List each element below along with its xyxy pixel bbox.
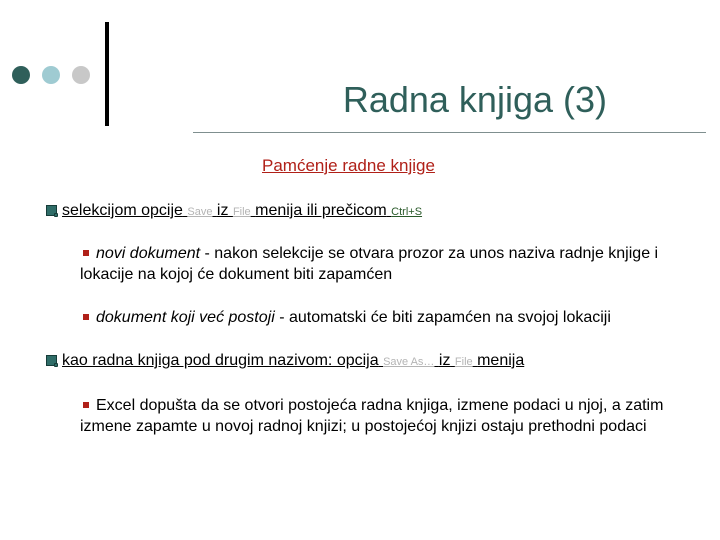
decor-dot-gray [72,66,90,84]
bullet-save-as-text-c: menija [477,352,525,369]
bullet-save [46,201,422,222]
save-option: Save [187,206,213,218]
title-divider [193,132,706,133]
bullet-save-as-text-a: kao radna knjiga pod drugim nazivom: opcija [62,352,379,369]
bullet-save-text-c: menija ili prečicom [255,202,387,219]
term-new-document: novi dokument [96,245,201,262]
sub-bullet-excel-allows [80,395,695,437]
sub-bullet-existing-document [80,307,695,328]
shortcut-ctrl-s: Ctrl+S [391,206,423,218]
file-menu: File [454,356,473,368]
bullet-save-as-text-b: iz [438,352,451,369]
save-as-option: Save As… [383,356,435,368]
decor-dot-dark [12,66,30,84]
bullet-marker-icon [46,205,57,216]
decor-dot-light-blue [42,66,60,84]
bullet-marker-icon [46,355,57,366]
sub-bullet-existing-document-text: - automatski će biti zapamćen na svojoj lokaciji [274,309,611,326]
bullet-save-text-b: iz [216,202,229,219]
sub-bullet-new-document [80,243,695,285]
bullet-save-text-a: selekcijom opcije [62,202,183,219]
term-existing-document: dokument koji već postoji [96,309,275,326]
sub-bullet-excel-allows-text: Excel dopušta da se otvori postojeća radna knjiga, izmene podaci u njoj, a zatim izmene zapamte u novoj radnoj knjizi; u postojećoj knjizi ostaju prethodni podaci [80,397,664,435]
sub-bullet-marker-icon [83,314,89,320]
sub-bullet-marker-icon [83,402,89,408]
slide-subtitle: Pamćenje radne knjige [262,156,435,175]
decor-vertical-bar [105,22,109,126]
file-menu: File [232,206,251,218]
sub-bullet-marker-icon [83,250,89,256]
bullet-save-as [46,351,524,372]
sub-bullet-new-document-text: - nakon selekcije se otvara prozor za unos naziva radnje knjige i lokacije na kojoj će dokument biti zapamćen [80,245,659,283]
slide-title: Radna knjiga (3) [342,79,607,120]
